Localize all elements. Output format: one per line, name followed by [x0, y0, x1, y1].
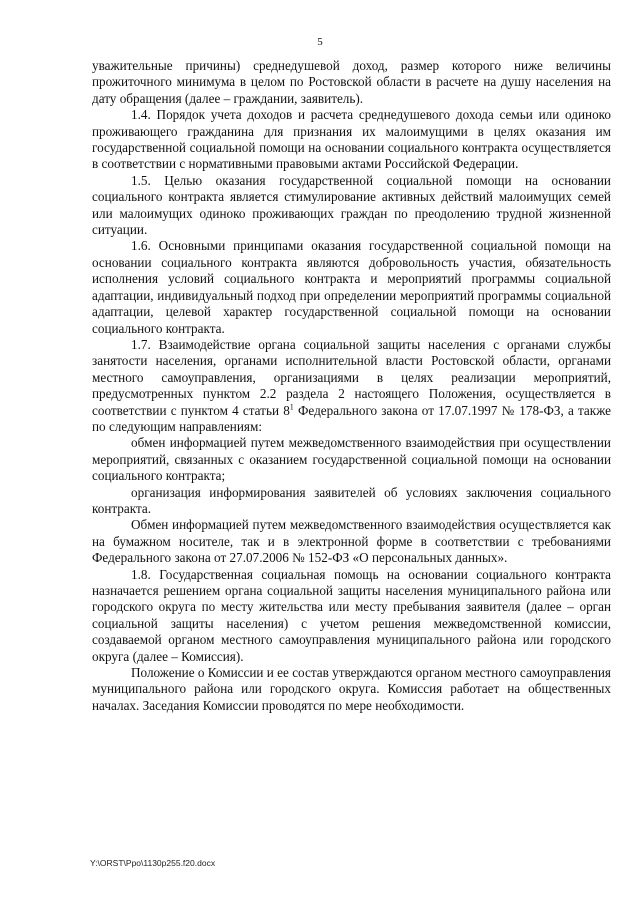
paragraph-1-6: 1.6. Основными принципами оказания государственной социальной помощи на основании социального контракта являются добровольность участия, обязательность исполнения условий социального контракта и мероприятий программы социальной адаптации, индивидуальный подход при определении мероприятий программы социальной адаптации, целевой характер государственной социальной помощи на основании социального контракта. — [92, 238, 611, 336]
footer-file-path: Y:\ORST\Ppo\1130p255.f20.docx — [90, 858, 216, 868]
document-body — [92, 58, 611, 714]
paragraph-continuation: уважительные причины) среднедушевой доход, размер которого ниже величины прожиточного минимума в целом по Ростовской области в расчете на душу населения на дату обращения (далее – граждании, заявитель). — [92, 58, 611, 106]
paragraph-1-4: 1.4. Порядок учета доходов и расчета среднедушевого дохода семьи или одиноко проживающего гражданина для признания их малоимущими в целях оказания им государственной социальной помощи на основании социального контракта осуществляется в соответствии с нормативными правовыми актами Российской Федерации. — [92, 107, 611, 172]
paragraph-exchange: Обмен информацией путем межведомственного взаимодействия осуществляется как на бумажном носителе, так и в электронной форме в соответствии с требованиями Федерального закона от 27.07.2006 № 152-ФЗ «О персональных данных». — [92, 517, 611, 566]
page-number: 5 — [317, 36, 323, 48]
article-superscript: 1 — [289, 402, 294, 412]
paragraph-1-7 — [92, 337, 611, 435]
paragraph-1-7-text: 1.7. Взаимодействие органа социальной защиты населения с органами службы занятости населения, органами исполнительной власти Ростовской области, органами местного самоуправления, организациями в целях реализации мероприятий, предусмотренных пунктом 2.2 раздела 2 настоящего Положения, осуществляется в соответствии с пунктом 4 статьи 8 — [92, 336, 611, 418]
list-item-exchange: обмен информацией путем межведомственного взаимодействия при осуществлении мероприятий, связанных с оказанием государственной социальной помощи на основании социального контракта; — [92, 435, 611, 484]
paragraph-commission: Положение о Комиссии и ее состав утверждаются органом местного самоуправления муниципального района или городского округа. Комиссия работает на общественных началах. Заседания Комиссии проводятся по мере необходимости. — [92, 665, 611, 713]
list-item-informing: организация информирования заявителей об условиях заключения социального контракта. — [92, 484, 611, 516]
paragraph-1-8: 1.8. Государственная социальная помощь на основании социального контракта назначается решением органа социальной защиты населения муниципального района или городского округа по месту жительства или месту пребывания заявителя (далее – орган социальной защиты населения) с учетом решения межведомственной комиссии, создаваемой органом местного самоуправления муниципального района или городского округа (далее – Комиссия). — [92, 566, 611, 664]
paragraph-1-5: 1.5. Целью оказания государственной социальной помощи на основании социального контракта является стимулирование активных действий малоимущих семей или малоимущих одиноко проживающих граждан по преодолению трудной жизненной ситуации. — [92, 172, 611, 238]
paragraph-1-7-tail: Федерального закона от 17.07.1997 № 178-ФЗ, а также по следующим направлениям: — [92, 402, 611, 434]
